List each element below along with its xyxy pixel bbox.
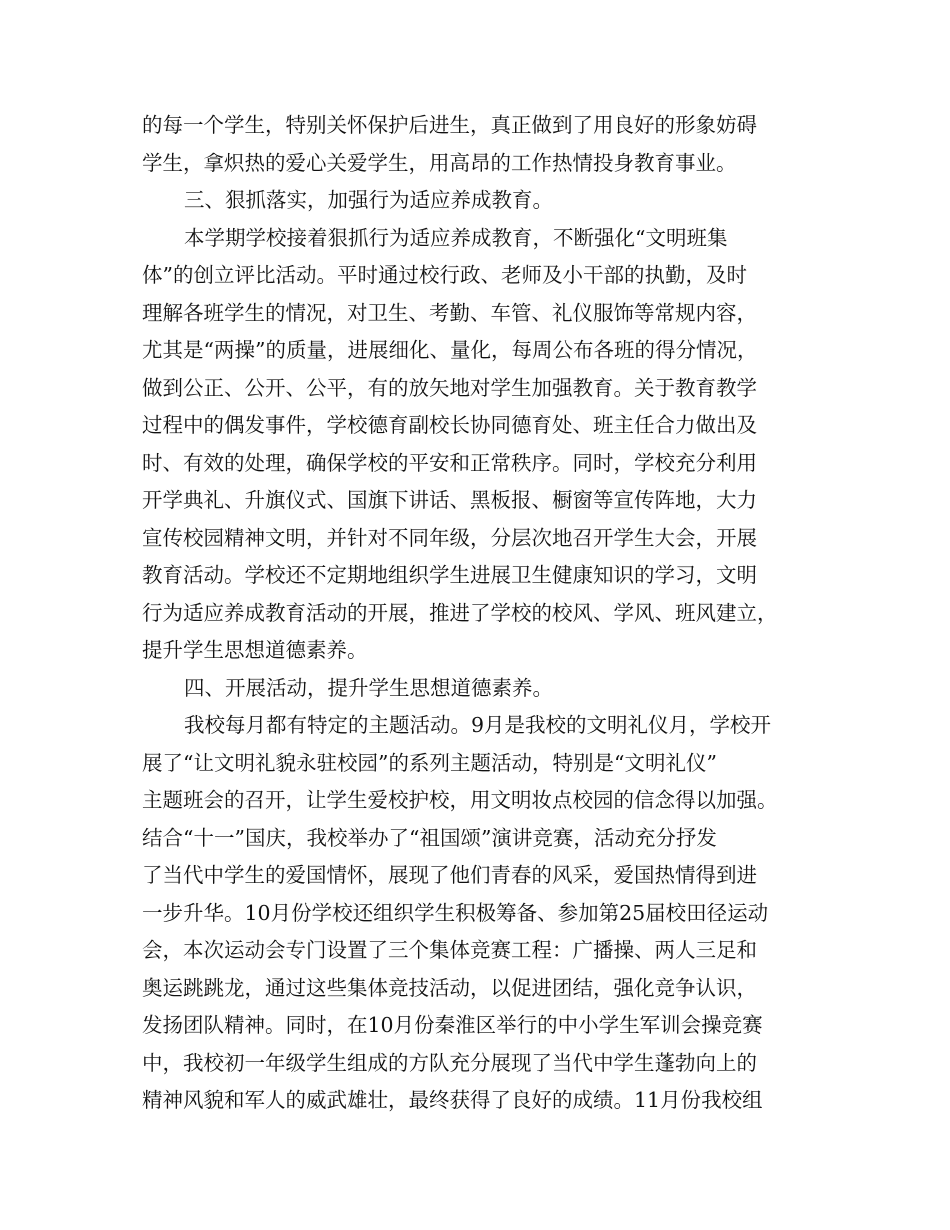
text-line: 发扬团队精神。同时，在10月份秦淮区举行的中小学生军训会操竞赛 — [142, 1013, 763, 1037]
text-line: 体”的创立评比活动。平时通过校行政、老师及小干部的执勤，及时 — [142, 263, 747, 287]
text-line: 展了“让文明礼貌永驻校园”的系列主题活动，特别是“文明礼仪” — [142, 750, 717, 775]
text-line: 时、有效的处理，确保学校的平安和正常秩序。同时，学校充分利用 — [142, 450, 757, 475]
text-line: 的每一个学生，特别关怀保护后进生，真正做到了用良好的形象妨碍 — [142, 113, 757, 137]
text-line: 开学典礼、升旗仪式、国旗下讲话、黑板报、橱窗等宣传阵地，大力 — [142, 488, 757, 512]
text-line: 主题班会的召开，让学生爱校护校，用文明妆点校园的信念得以加强。 — [142, 788, 778, 812]
text-line: 了当代中学生的爱国情怀，展现了他们青春的风采，爱国热情得到进 — [142, 863, 757, 887]
section-heading-3: 三、狠抓落实，加强行为适应养成教育。 — [184, 188, 553, 212]
text-line: 宣传校园精神文明，并针对不同年级，分层次地召开学生大会，开展 — [142, 525, 757, 550]
text-line: 行为适应养成教育活动的开展，推进了学校的校风、学风、班风建立， — [142, 600, 778, 625]
text-line: 教育活动。学校还不定期地组织学生进展卫生健康知识的学习，文明 — [142, 563, 757, 587]
paragraph-start: 本学期学校接着狠抓行为适应养成教育，不断强化“文明班集 — [184, 225, 728, 250]
text-line: 尤其是“两操”的质量，进展细化、量化，每周公布各班的得分情况， — [142, 338, 758, 362]
document-body — [142, 107, 822, 1120]
text-line: 理解各班学生的情况，对卫生、考勤、车管、礼仪服饰等常规内容， — [142, 300, 757, 325]
paragraph-start: 我校每月都有特定的主题活动。9月是我校的文明礼仪月，学校开 — [184, 713, 772, 737]
text-line: 过程中的偶发事件，学校德育副校长协同德育处、班主任合力做出及 — [142, 413, 757, 437]
text-line: 一步升华。10月份学校还组织学生积极筹备、参加第25届校田径运动 — [142, 900, 769, 925]
text-line: 做到公正、公开、公平，有的放矢地对学生加强教育。关于教育教学 — [142, 375, 757, 400]
text-line: 会，本次运动会专门设置了三个集体竞赛工程：广播操、两人三足和 — [142, 938, 757, 962]
section-heading-4: 四、开展活动，提升学生思想道德素养。 — [184, 675, 553, 700]
text-line: 奥运跳跳龙，通过这些集体竞技活动，以促进团结，强化竞争认识， — [142, 975, 757, 1000]
text-line: 学生，拿炽热的爱心关爱学生，用高昂的工作热情投身教育事业。 — [142, 150, 737, 175]
text-line: 结合“十一”国庆，我校举办了“祖国颂”演讲竞赛，活动充分抒发 — [142, 825, 717, 850]
text-line: 精神风貌和军人的威武雄壮，最终获得了良好的成绩。11月份我校组 — [142, 1088, 763, 1112]
text-line: 中，我校初一年级学生组成的方队充分展现了当代中学生蓬勃向上的 — [142, 1050, 757, 1075]
text-line: 提升学生思想道德素养。 — [142, 638, 368, 662]
